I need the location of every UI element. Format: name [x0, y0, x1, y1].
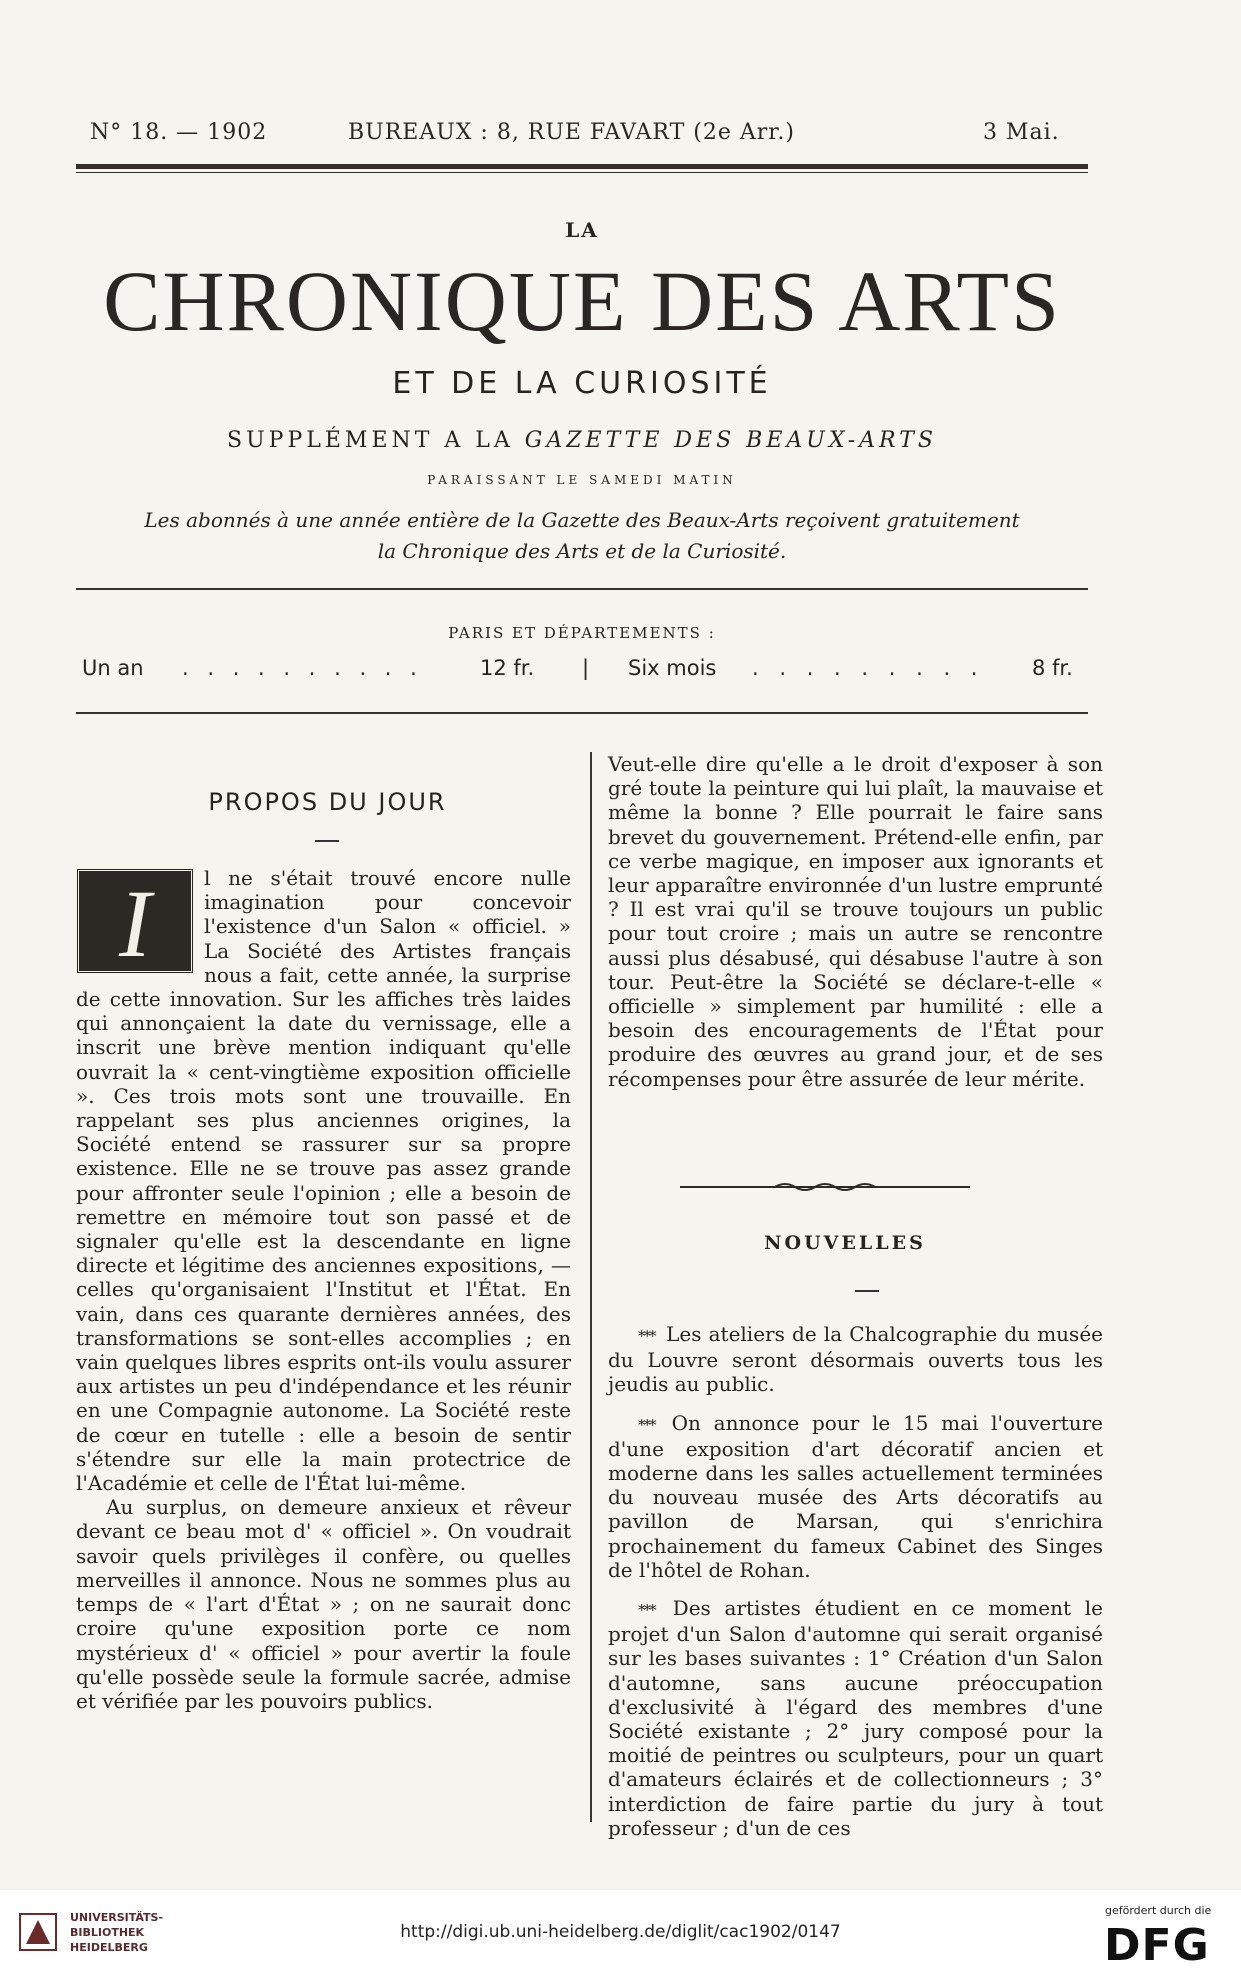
bureaux-address: BUREAUX : 8, RUE FAVART (2e Arr.)	[348, 120, 795, 145]
propos-paragraph-3: Veut-elle dire qu'elle a le droit d'exposer à son gré toute la peinture qui lui plaît, la mauvaise et même la bonne ? Elle pourrait le faire sans brevet du gouvernement. Prétend-elle enfin, par ce verbe magique, en imposer aux ignorants et leur apparaître environnée d'un lustre emprunté ? Il est vrai qu'il se trouve toujours un public pour tout croire ; mais un autre se rencontre aussi plus désabusé, qui désabuse l'autre à son tour. Peut-être la Société se déclare-t-elle « officielle » simplement par humilité : elle a besoin des encouragements de l'État pour produire des œuvres au grand jour, et de ses récompenses pour être assurée de leur mérite.	[608, 752, 1103, 1091]
issue-date: 3 Mai.	[983, 120, 1060, 145]
propos-paragraph-2: Au surplus, on demeure anxieux et rêveur devant ce beau mot d' « officiel ». On voudrait savoir quels privilèges il confère, ou quelles merveilles il annonce. Nous ne sommes plus au temps de « l'art d'État » ; on ne saurait donc croire qu'une exposition porte ce nom mystérieux d' « officiel » pour avertir la foule qu'elle possède seule la formule sacrée, admise et vérifiée par les pouvoirs publics.	[76, 1495, 571, 1713]
un-an-price: 12 fr.	[480, 656, 535, 680]
propos-paragraph-1: l ne s'était trouvé encore nulle imagination pour concevoir l'existence d'un Salon « officiel. » La Société des Artistes français nous a fait, cette année, la surprise de cette innovation. Sur les affiches très laides qui annonçaient la date du vernissage, elle a inscrit une brève mention indiquant qu'elle ouvrait la « cent-vingtième exposition officielle ». Ces trois mots sont une trouvaille. En rappelant ses plus anciennes origines, la Société entend se rassurer sur sa propre existence. Elle ne se trouve pas assez grande pour affronter seule l'opinion ; elle a besoin de remettre en mémoire tout son passé et de signaler qu'elle est la descendante en ligne directe et légitime des anciennes expositions, — celles qu'organisaient l'Institut et l'État. En vain, dans ces quarante dernières années, des transformations se sont-elles accomplies ; en vain quelques libres esprits ont-ils voulu assurer aux artistes un peu d'indépendance et les réunir en une Compagnie autonome. La Société reste de cœur en tutelle : elle a besoin de sentir s'étendre sur elle la main protectrice de l'Académie et celle de l'État lui-même.	[76, 866, 571, 1496]
supplement-gazette: GAZETTE DES BEAUX-ARTS	[524, 428, 937, 453]
price-separator: |	[582, 656, 590, 680]
abonnes-line-2: la Chronique des Arts et de la Curiosité.	[377, 539, 787, 563]
left-column	[76, 866, 571, 1713]
header-rule	[76, 164, 1088, 169]
subscription-rule	[76, 712, 1088, 714]
dfg-support-text: gefördert durch die	[1105, 1904, 1212, 1917]
asterism-icon: ***	[638, 1415, 664, 1434]
source-url-link[interactable]: http://digi.ub.uni-heidelberg.de/diglit/cac1902/0147	[400, 1922, 841, 1942]
university-library-name: UNIVERSITÄTS- BIBLIOTHEK HEIDELBERG	[70, 1911, 164, 1954]
right-column-top	[608, 752, 1103, 1091]
abonnes-line-1: Les abonnés à une année entière de la Gazette des Beaux-Arts reçoivent gratuitement	[144, 508, 1020, 532]
supplement-line	[76, 428, 1088, 453]
un-an-label: Un an	[82, 656, 144, 680]
masthead-rule	[76, 588, 1088, 590]
nouvelles-heading: NOUVELLES	[764, 1232, 926, 1254]
column-divider	[590, 752, 592, 1822]
un-an-dots: . . . . . . . . . .	[182, 656, 423, 680]
dropcap-initial: I	[76, 868, 194, 974]
masthead-la: LA	[565, 218, 599, 242]
nouvelles-dash	[855, 1290, 879, 1292]
header-rule-thin	[76, 172, 1088, 173]
supplement-prefix: SUPPLÉMENT A LA	[227, 428, 525, 453]
asterism-icon: ***	[638, 1601, 665, 1620]
dfg-logo: DFG	[1104, 1920, 1210, 1971]
nouvelles-list	[608, 1322, 1103, 1854]
abonnes-note	[76, 505, 1088, 567]
news-item-1: *** Les ateliers de la Chalcographie du musée du Louvre seront désormais ouverts tous les jeudis au public.	[608, 1322, 1103, 1397]
news-item-2: *** On annonce pour le 15 mai l'ouverture d'une exposition d'art décoratif ancien et moderne dans les salles actuellement terminées du nouveau musée des Arts décoratifs au pavillon de Marsan, qui s'enrichira prochainement du fameux Cabinet des Singes de l'hôtel de Rohan.	[608, 1410, 1103, 1582]
masthead-title: CHRONIQUE DES ARTS	[103, 253, 1061, 349]
six-mois-label: Six mois	[628, 656, 717, 680]
six-mois-price: 8 fr.	[1032, 656, 1073, 680]
news-item-3: *** Des artistes étudient en ce moment le projet d'un Salon d'automne qui serait organisé sur les bases suivantes : 1° Création d'un Salon d'automne, sans aucune préoccupation d'exclusivité à l'égard des membres d'une Société existante ; 2° jury composé pour la moitié de peintres ou sculpteurs, pour un quart d'amateurs éclairés et de collectionneurs ; 3° interdiction de faire partie du jury à tout professeur ; d'un de ces	[608, 1596, 1103, 1840]
six-mois-dots: . . . . . . . . .	[752, 656, 985, 680]
paraissant-line: PARAISSANT LE SAMEDI MATIN	[427, 473, 737, 487]
propos-heading: PROPOS DU JOUR	[208, 788, 447, 816]
asterism-icon: ***	[638, 1327, 659, 1345]
issue-number: N° 18. — 1902	[90, 120, 268, 145]
subscription-heading: PARIS ET DÉPARTEMENTS :	[448, 624, 716, 642]
ornament-divider	[680, 1182, 970, 1192]
masthead-subtitle: ET DE LA CURIOSITÉ	[392, 366, 772, 401]
propos-dash	[315, 840, 339, 842]
